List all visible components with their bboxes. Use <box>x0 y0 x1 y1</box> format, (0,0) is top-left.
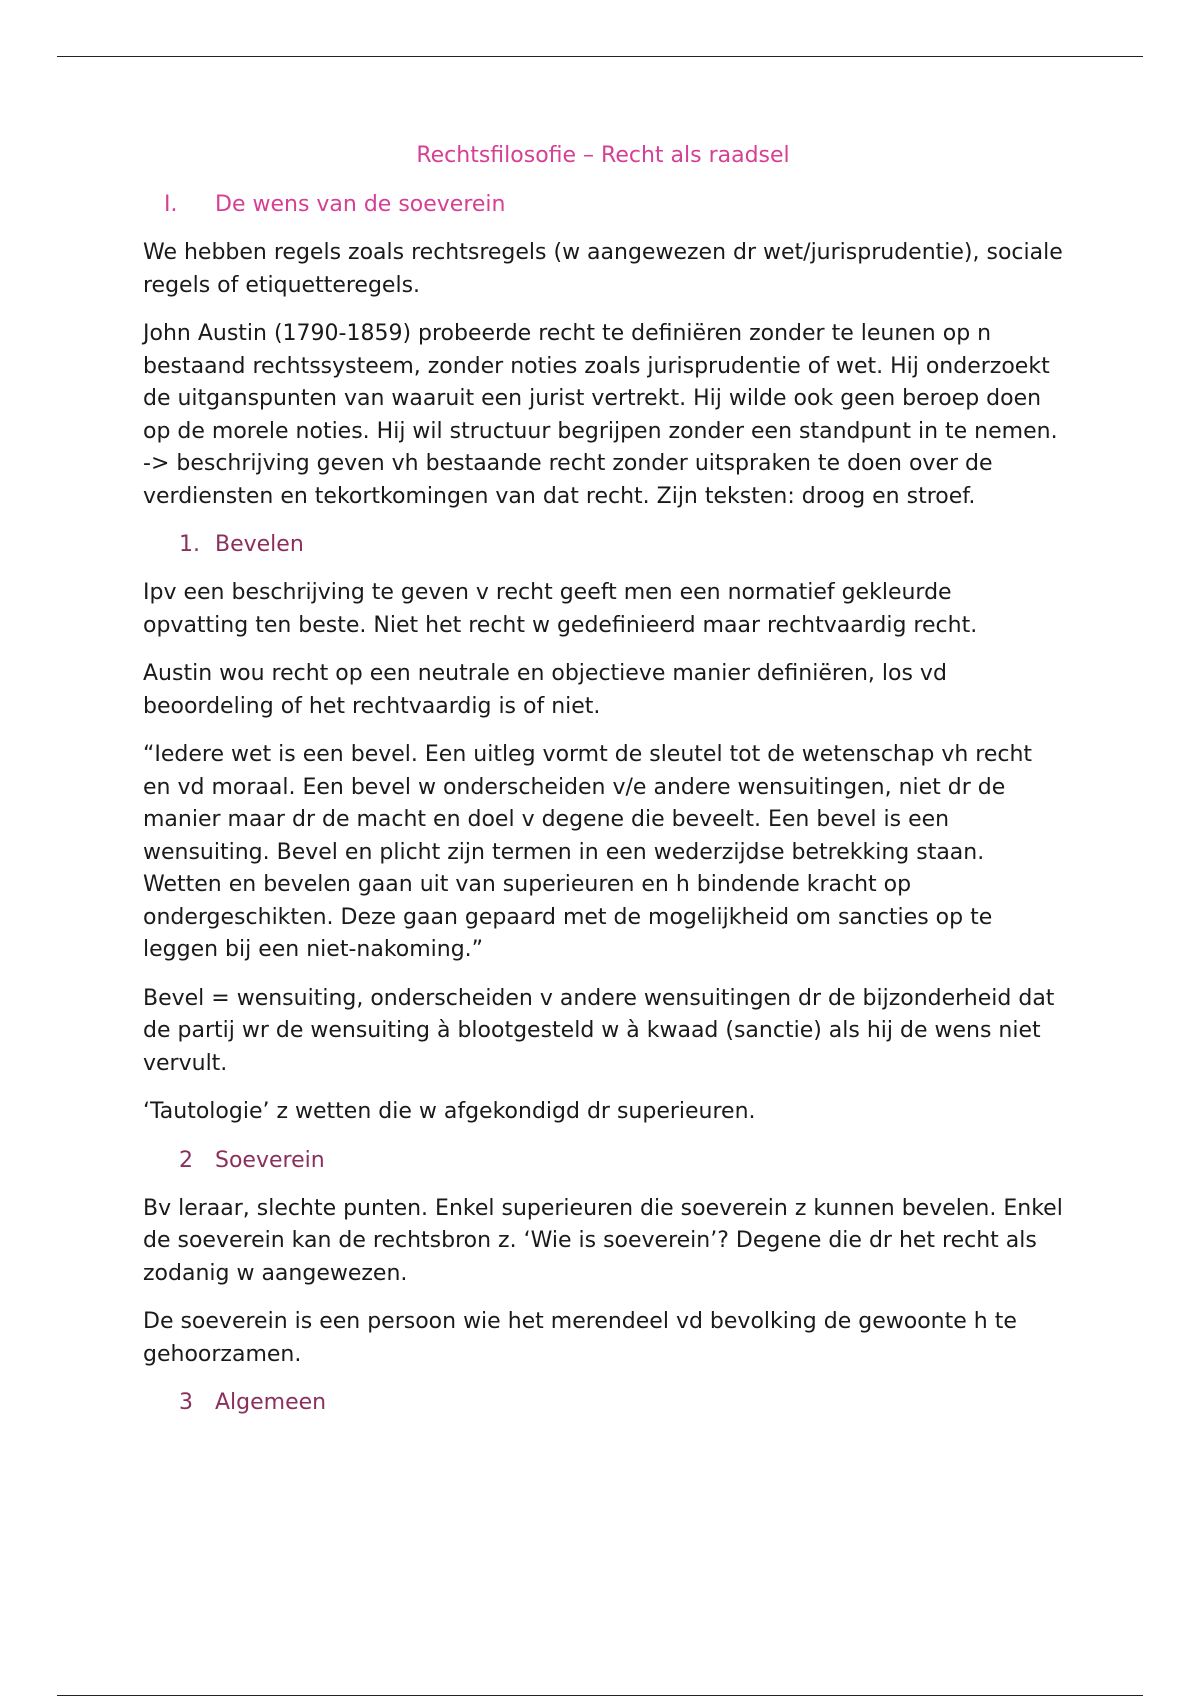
subsection-number: 1. <box>179 532 200 557</box>
paragraph: Bevel = wensuiting, onderscheiden v andere wensuitingen dr de bijzonderheid dat de partij wr de wensuiting à blootgesteld w à kwaad (sanctie) als hij de wens niet vervult. <box>143 985 1055 1076</box>
section-heading-1 <box>143 189 1063 221</box>
paragraph: John Austin (1790-1859) probeerde recht te definiëren zonder te leunen op n bestaand rechtssysteem, zonder noties zoals jurisprudentie of wet. Hij onderzoekt de uitganspunten van waaruit een jurist vertrekt. Hij wilde ook geen beroep doen op de morele noties. Hij wil structuur begrijpen zonder een standpunt in te nemen. -> beschrijving geven vh bestaande recht zonder uitspraken te doen over de verdiensten en tekortkomingen van dat recht. Zijn teksten: droog en stroef. <box>143 321 1058 509</box>
subsection-heading-text: Bevelen <box>215 532 304 557</box>
subsection-heading-bevelen <box>143 529 1063 561</box>
document-body <box>143 140 1063 1435</box>
subsection-heading-soeverein <box>143 1145 1063 1177</box>
paragraph: De soeverein is een persoon wie het merendeel vd bevolking de gewoonte h te gehoorzamen. <box>143 1309 1017 1367</box>
subsection-heading-text: Soeverein <box>215 1147 325 1173</box>
paragraph: ‘Tautologie’ z wetten die w afgekondigd dr superieuren. <box>143 1099 756 1124</box>
section-number: I. <box>164 192 178 217</box>
document-title: Rechtsfilosofie – Recht als raadsel <box>416 143 790 168</box>
paragraph: Ipv een beschrijving te geven v recht geeft men een normatief gekleurde opvatting ten beste. Niet het recht w gedefinieerd maar rechtvaardig recht. <box>143 580 978 638</box>
subsection-number: 3 <box>179 1390 193 1415</box>
top-rule <box>57 56 1143 57</box>
bottom-rule <box>57 1695 1143 1696</box>
subsection-number: 2 <box>179 1147 193 1173</box>
paragraph: Bv leraar, slechte punten. Enkel superieuren die soeverein z kunnen bevelen. Enkel de soeverein kan de rechtsbron z. ‘Wie is soeverein’? Degene die dr het recht als zodanig w aangewezen. <box>143 1195 1063 1286</box>
subsection-heading-text: Algemeen <box>215 1390 327 1415</box>
paragraph: Austin wou recht op een neutrale en objectieve manier definiëren, los vd beoordeling of het rechtvaardig is of niet. <box>143 661 947 719</box>
quote-paragraph: “Iedere wet is een bevel. Een uitleg vormt de sleutel tot de wetenschap vh recht en vd moraal. Een bevel w onderscheiden v/e andere wensuitingen, niet dr de manier maar dr de macht en doel v degene die beveelt. Een bevel is een wensuiting. Bevel en plicht zijn termen in een wederzijdse betrekking staan. Wetten en bevelen gaan uit van superieuren en h bindende kracht op ondergeschikten. Deze gaan gepaard met de mogelijkheid om sancties op te leggen bij een niet-nakoming.” <box>143 742 1033 962</box>
subsection-heading-algemeen <box>143 1387 1063 1419</box>
section-heading-text: De wens van de soeverein <box>215 192 506 217</box>
paragraph: We hebben regels zoals rechtsregels (w aangewezen dr wet/jurisprudentie), sociale regels of etiquetteregels. <box>143 240 1063 298</box>
